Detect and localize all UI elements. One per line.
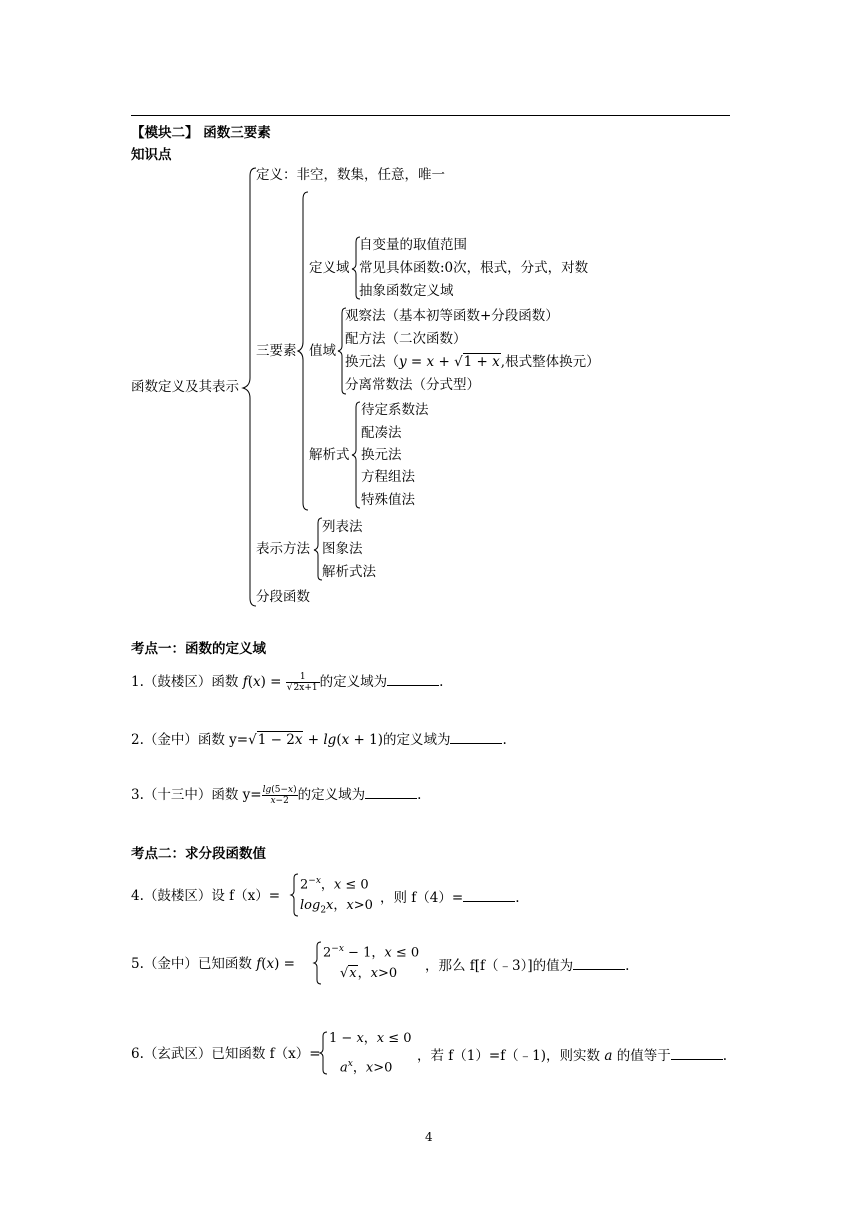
formula-item-2: 配凑法 (361, 425, 402, 441)
page-number: 4 (425, 1130, 433, 1144)
tree-root: 函数定义及其表示 (131, 379, 239, 395)
tree-formula: 解析式 (309, 447, 350, 463)
q4-case-1: $2^{-x}$，x ≤ 0 (300, 876, 369, 893)
knowledge-label: 知识点 (131, 147, 172, 163)
question-4-suffix: ，则 f（4）= . (380, 887, 520, 907)
tree-definition: 定义：非空，数集，任意，唯一 (256, 167, 445, 183)
question-5-suffix: ，那么 f[f（﹣3）]的值为 . (425, 955, 629, 975)
formula-item-3: 换元法 (361, 447, 402, 463)
question-4-prefix: 4.（鼓楼区）设 f（x）= (131, 888, 281, 904)
range-item-observe: 观察法（基本初等函数+分段函数） (345, 308, 559, 324)
tree-three-elements: 三要素 (256, 343, 297, 359)
q6-case-2: $a^x$，x>0 (340, 1059, 393, 1076)
formula-item-5: 特殊值法 (361, 492, 415, 508)
domain-item-3: 抽象函数定义域 (359, 283, 454, 299)
question-5-prefix: 5.（金中）已知函数 f(x) = (131, 956, 295, 972)
question-6-prefix: 6.（玄武区）已知函数 f（x）= (131, 1046, 321, 1062)
range-item-square: 配方法（二次函数） (345, 331, 467, 347)
domain-item-1: 自变量的取值范围 (359, 237, 467, 253)
representation-item-1: 列表法 (322, 519, 363, 535)
question-6-suffix: ，若 f（1）=f（﹣1)，则实数 a 的值等于 . (417, 1045, 727, 1065)
representation-item-3: 解析式法 (322, 564, 376, 580)
range-item-separate: 分离常数法（分式型） (345, 377, 480, 393)
top-rule (131, 115, 730, 116)
q4-case-2: $\log_2x$，x>0 (300, 898, 373, 916)
domain-item-2: 常见具体函数:0次，根式，分式，对数 (359, 260, 589, 276)
question-2: 2.（金中）函数 y=√1 − 2x + lg(x + 1)的定义域为 . (131, 729, 507, 749)
section1-title: 考点一：函数的定义域 (131, 641, 266, 657)
question-1: 1.（鼓楼区）函数 f(x) = $\frac{1}{√2x+1}$ 的定义域为 . (131, 672, 444, 693)
tree-piecewise: 分段函数 (256, 589, 310, 605)
q6-case-1: 1 − x，x ≤ 0 (329, 1031, 412, 1046)
q5-case-2: √x，x>0 (340, 966, 398, 981)
tree-representation: 表示方法 (256, 541, 310, 557)
tree-domain: 定义域 (309, 260, 350, 276)
module-title: 【模块二】 函数三要素 (131, 125, 271, 141)
section2-title: 考点二：求分段函数值 (131, 846, 266, 862)
formula-item-1: 待定系数法 (361, 402, 429, 418)
q5-case-1: $2^{-x} - 1$，x ≤ 0 (323, 944, 420, 961)
range-item-substitution: 换元法（y = x + √1 + x,根式整体换元） (345, 354, 600, 370)
representation-item-2: 图象法 (322, 541, 363, 557)
formula-item-4: 方程组法 (361, 469, 415, 485)
tree-range: 值域 (309, 343, 336, 359)
question-3: 3.（十三中）函数 y= $\frac{\lg(5-x)}{x-2}$ 的定义域为 . (131, 785, 422, 806)
